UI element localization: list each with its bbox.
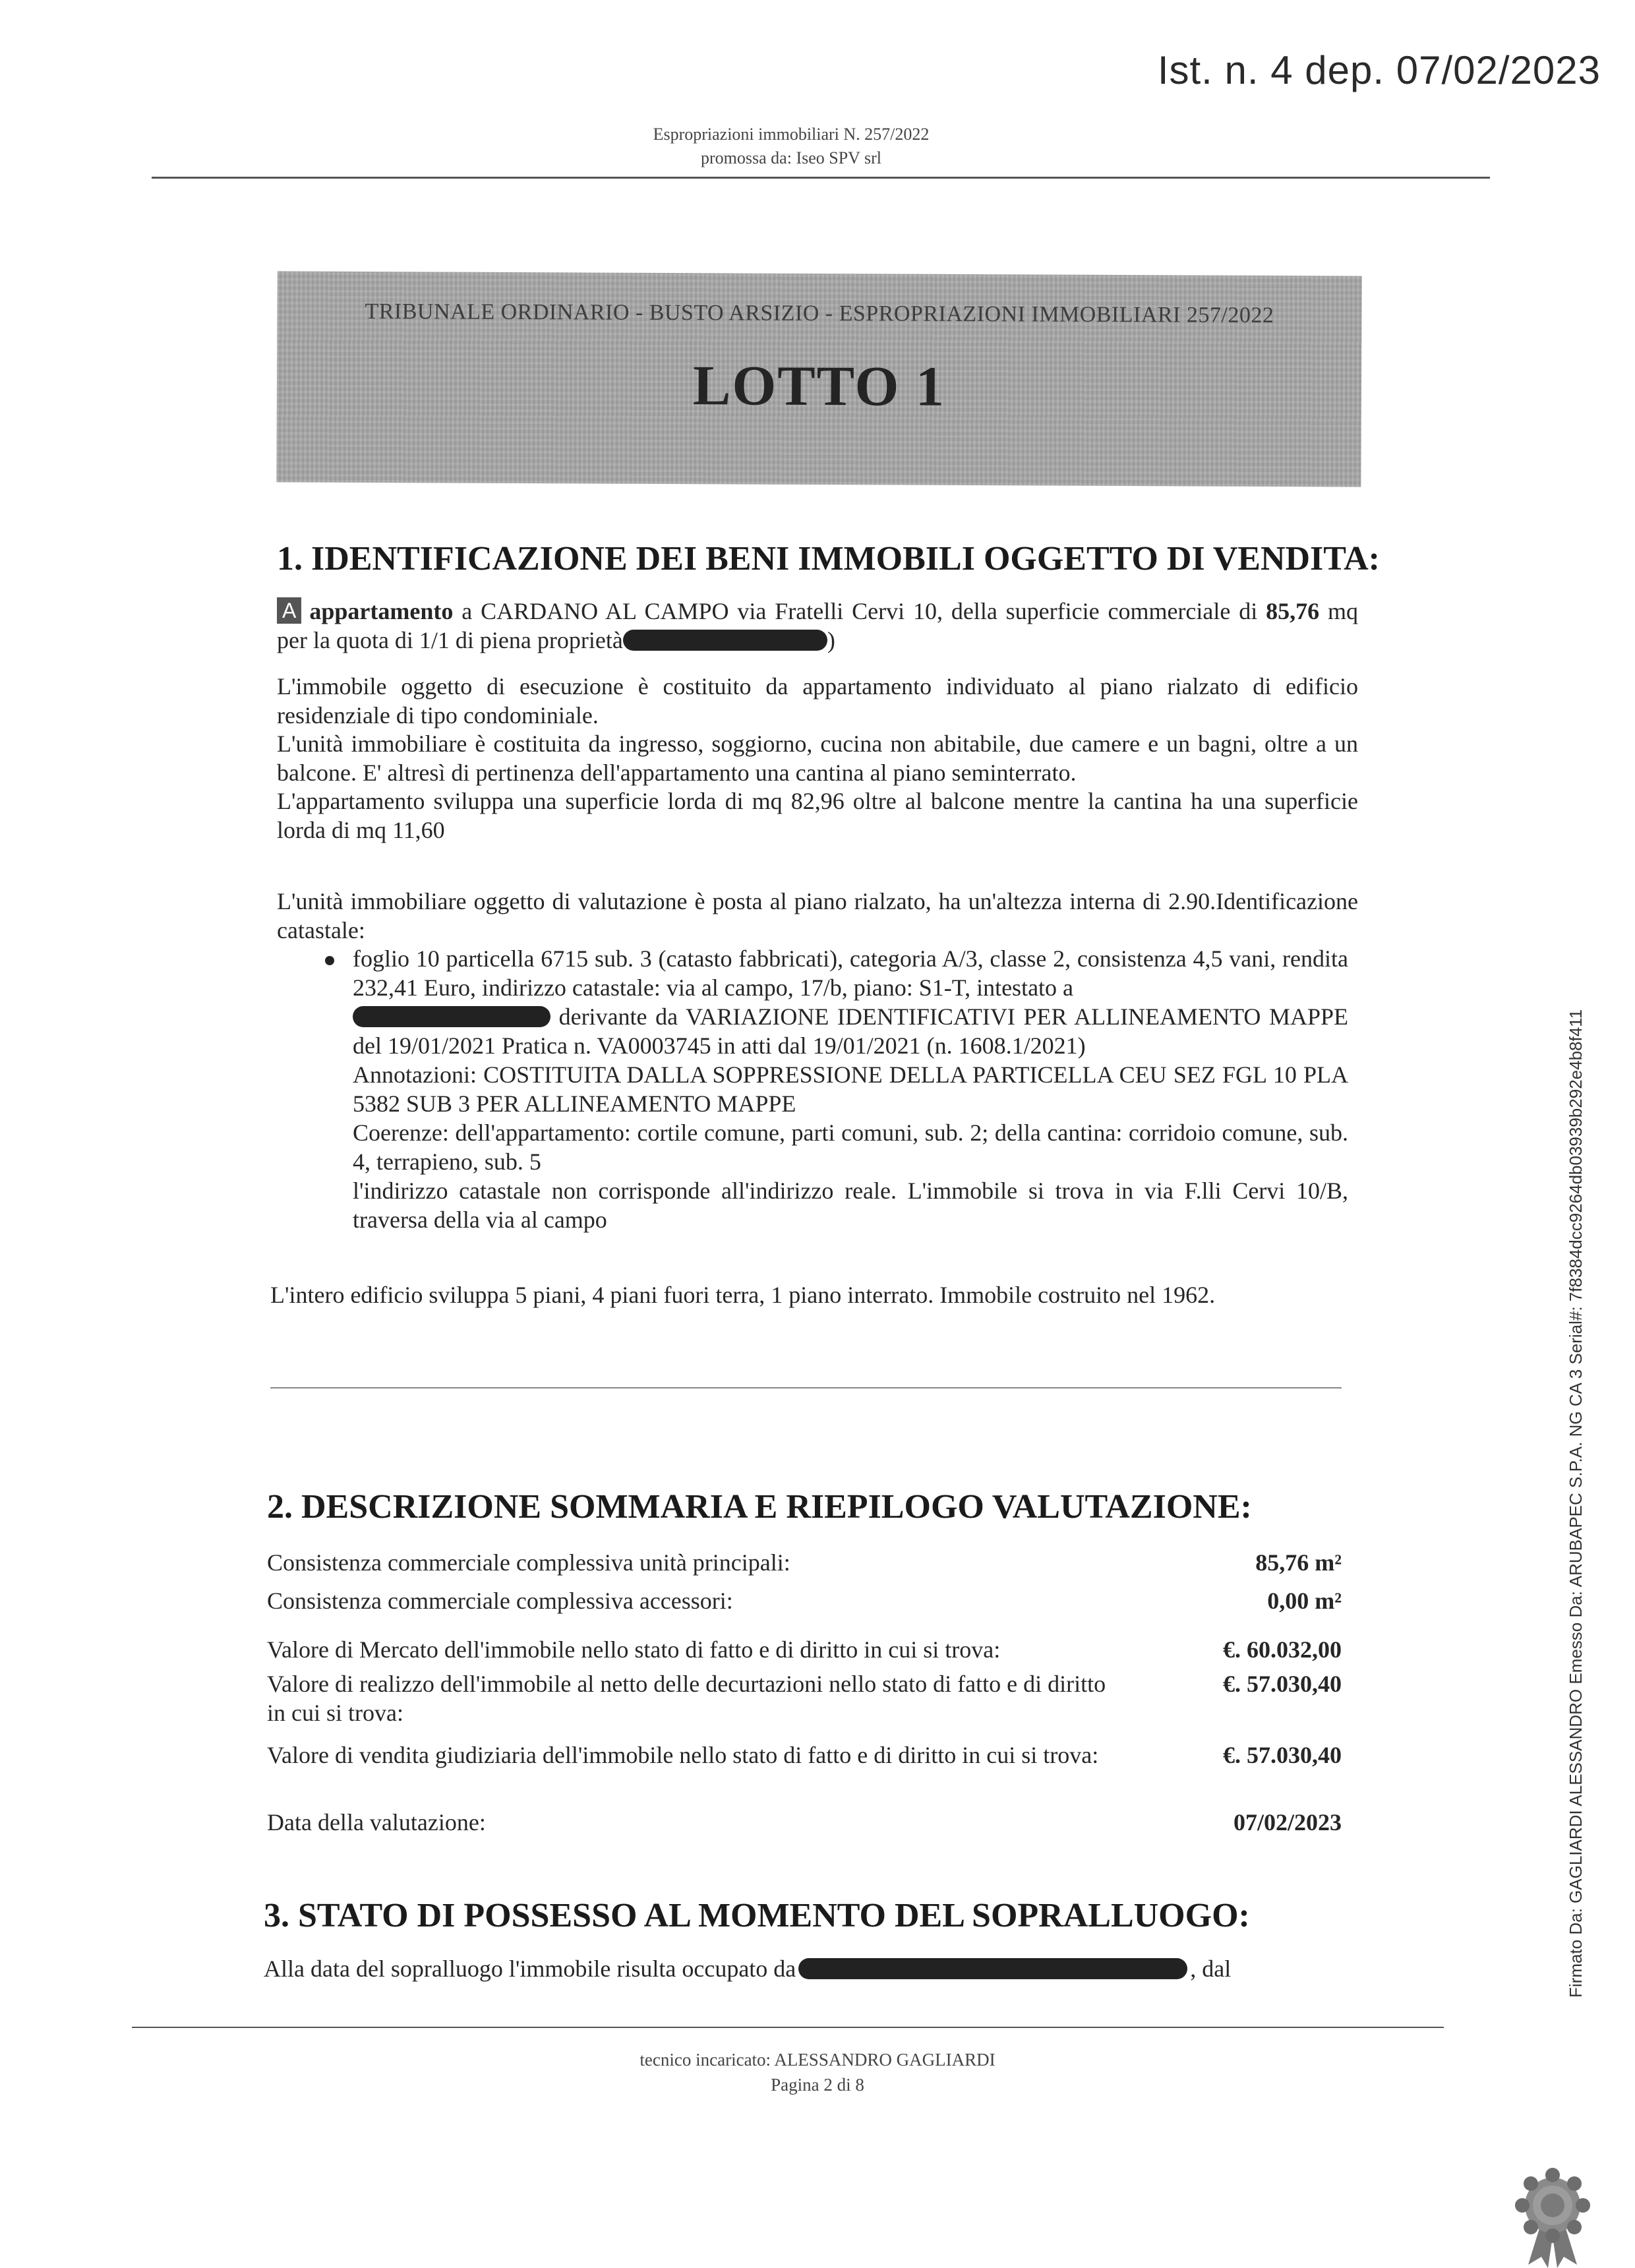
cadastral-main: foglio 10 particella 6715 sub. 3 (catasto fabbricati), categoria A/3, classe 2, consistenza 4,5 vani, rendita 232,41 Euro, indirizzo catastale: via al campo, 17/b, piano: S1-T, intestato a	[353, 945, 1348, 1001]
section-3-text	[264, 1954, 1345, 1983]
valuation-label: Consistenza commerciale complessiva accessori:	[267, 1588, 733, 1614]
cadastral-notes: Annotazioni: COSTITUITA DALLA SOPPRESSIONE DELLA PARTICELLA CEU SEZ FGL 10 PLA 5382 SUB 3 PER ALLINEAMENTO MAPPE	[353, 1061, 1348, 1117]
header-divider	[152, 177, 1490, 179]
intro-type: appartamento	[309, 598, 454, 624]
section-1-p3: L'appartamento sviluppa una superficie lorda di mq 82,96 oltre al balcone mentre la cantina ha una superficie lorda di mq 11,60	[277, 788, 1358, 843]
section-1-p2: L'unità immobiliare è costituita da ingresso, soggiorno, cucina non abitabile, due camere e un bagni, oltre a un balcone. E' altresì di pertinenza dell'appartamento una cantina al piano seminterrato.	[277, 731, 1358, 786]
filing-stamp: Ist. n. 4 dep. 07/02/2023	[1157, 48, 1601, 92]
valuation-label: Valore di realizzo dell'immobile al netto delle decurtazioni nello stato di fatto e di diritto in cui si trova:	[267, 1671, 1106, 1726]
footer-page-number: Pagina 2 di 8	[771, 2075, 864, 2095]
valuation-label: Valore di Mercato dell'immobile nello stato di fatto e di diritto in cui si trova:	[267, 1636, 1001, 1663]
valuation-value: 0,00 m²	[1267, 1588, 1342, 1614]
valuation-value: €. 60.032,00	[1223, 1636, 1342, 1663]
section-2-heading: 2. DESCRIZIONE SOMMARIA E RIEPILOGO VALUTAZIONE:	[267, 1488, 1252, 1526]
digital-signature-text: Firmato Da: GAGLIARDI ALESSANDRO Emesso Da: ARUBAPEC S.P.A. NG CA 3 Serial#: 7f8384dcc9264db03939b292e4b8f411	[1566, 1009, 1586, 1998]
banner-title: TRIBUNALE ORDINARIO - BUSTO ARSIZIO - ESPROPRIAZIONI IMMOBILIARI 257/2022	[365, 299, 1274, 328]
document-footer	[0, 2047, 1635, 2097]
valuation-value: €. 57.030,40	[1223, 1742, 1342, 1768]
section-1-p5: L'intero edificio sviluppa 5 piani, 4 piani fuori terra, 1 piano interrato. Immobile costruito nel 1962.	[270, 1282, 1216, 1308]
redacted-occupant	[798, 1958, 1187, 1979]
banner-lotto: LOTTO 1	[692, 353, 946, 418]
section-1-heading: 1. IDENTIFICAZIONE DEI BENI IMMOBILI OGGETTO DI VENDITA:	[277, 540, 1380, 578]
valuation-label: Consistenza commerciale complessiva unità principali:	[267, 1549, 790, 1576]
valuation-value: €. 57.030,40	[1223, 1671, 1342, 1697]
valuation-value: 85,76 m²	[1255, 1549, 1342, 1576]
lot-letter-badge: A	[277, 597, 301, 624]
redacted-holder	[353, 1006, 550, 1027]
header-procedure: Espropriazioni immobiliari N. 257/2022	[653, 125, 930, 144]
footer-technician: tecnico incaricato: ALESSANDRO GAGLIARDI	[639, 2050, 996, 2070]
cadastral-address-note: l'indirizzo catastale non corrisponde all'indirizzo reale. L'immobile si trova in via F.lli Cervi 10/B, traversa della via al campo	[353, 1178, 1348, 1233]
intro-area: 85,76	[1266, 598, 1320, 624]
signature-seal-icon	[1510, 2166, 1595, 2268]
valuation-value: 07/02/2023	[1233, 1809, 1342, 1835]
possession-text: Alla data del sopralluogo l'immobile risulta occupato da	[264, 1955, 796, 1982]
redacted-owner	[623, 630, 827, 651]
header-creditor: promossa da: Iseo SPV srl	[701, 148, 881, 167]
document-header	[0, 123, 1635, 170]
cadastral-origin	[353, 1002, 1348, 1060]
section-1-p1: L'immobile oggetto di esecuzione è costituito da appartamento individuato al piano rialzato di edificio residenziale di tipo condominiale.	[277, 673, 1358, 729]
section-1-intro	[277, 597, 1358, 655]
section-divider	[270, 1387, 1342, 1388]
cadastral-details	[353, 944, 1348, 1234]
valuation-label: Valore di vendita giudiziaria dell'immobile nello stato di fatto e di diritto in cui si trova:	[267, 1742, 1099, 1768]
lotto-banner	[276, 271, 1361, 487]
intro-ownership: mq per la quota di 1/1 di piena proprietà	[277, 598, 1358, 653]
section-1-p4: L'unità immobiliare oggetto di valutazione è posta al piano rialzato, ha un'altezza interna di 2.90.Identificazione catastale:	[277, 888, 1358, 943]
footer-divider	[132, 2027, 1444, 2028]
intro-address: a CARDANO AL CAMPO via Fratelli Cervi 10, della superficie commerciale di	[461, 598, 1258, 624]
possession-text-end: , dal	[1190, 1955, 1232, 1982]
bullet-dot	[325, 956, 334, 965]
intro-close: )	[827, 627, 835, 653]
cadastral-boundaries: Coerenze: dell'appartamento: cortile comune, parti comuni, sub. 2; della cantina: corridoio comune, sub. 4, terrapieno, sub. 5	[353, 1119, 1348, 1175]
section-3-heading: 3. STATO DI POSSESSO AL MOMENTO DEL SOPRALLUOGO:	[264, 1897, 1250, 1934]
cadastral-origin-text: derivante da VARIAZIONE IDENTIFICATIVI PER ALLINEAMENTO MAPPE del 19/01/2021 Pratica n. VA0003745 in atti dal 19/01/2021 (n. 1608.1/2021)	[353, 1003, 1349, 1059]
valuation-label: Data della valutazione:	[267, 1809, 486, 1835]
